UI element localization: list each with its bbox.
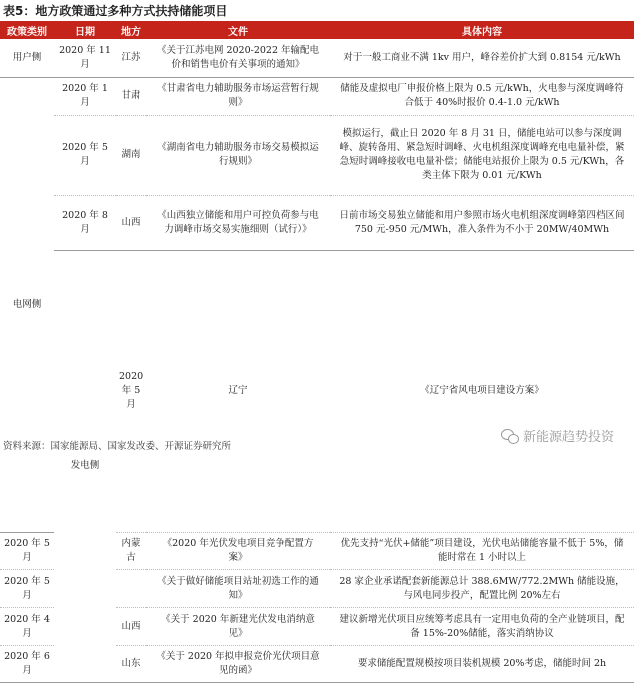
policy-table — [0, 21, 634, 683]
header-date: 日期 — [54, 21, 116, 39]
region-cell: 山东 — [116, 646, 146, 683]
content-cell: 28 家企业承诺配套新能源总计 388.6MW/772.2MWh 储能设施，与风电同步投产，配置比例 20%左右 — [330, 570, 634, 608]
region-cell: 辽宁 — [146, 250, 330, 533]
region-cell — [116, 570, 146, 608]
table-header-row — [0, 21, 634, 39]
table-row — [0, 39, 634, 77]
date-cell: 2020 年 8 月 — [54, 195, 116, 250]
content-cell: 对于一般工商业不满 1kv 用户，峰谷差价扩大到 0.8154 元/kWh — [330, 39, 634, 77]
wechat-logo-icon — [501, 428, 519, 444]
date-cell: 2020 年 5 月 — [0, 533, 54, 570]
region-cell: 内蒙古 — [116, 533, 146, 570]
header-document: 文件 — [146, 21, 330, 39]
table-row — [0, 115, 634, 195]
date-cell: 2020 年 6 月 — [0, 646, 54, 683]
category-cell: 电网侧 — [0, 77, 54, 533]
region-cell: 湖南 — [116, 115, 146, 195]
category-cell: 发电侧 — [54, 250, 116, 683]
source-note: 资料来源：国家能源局、国家发改委、开源证券研究所 — [3, 441, 232, 452]
content-cell: 要求储能配置规模按项目装机规模 20%考虑，储能时间 2h — [330, 646, 634, 683]
date-cell: 2020 年 5 月 — [54, 115, 116, 195]
document-cell: 《关于江苏电网 2020-2022 年输配电价和销售电价有关事项的通知》 — [146, 39, 330, 77]
region-cell: 山西 — [116, 608, 146, 646]
table-title: 表5：地方政策通过多种方式扶持储能项目 — [3, 4, 228, 18]
document-cell: 《湖南省电力辅助服务市场交易模拟运行规则》 — [146, 115, 330, 195]
document-cell: 《关于 2020 年拟申报竞价光伏项目意见的函》 — [146, 646, 330, 683]
table-row — [0, 250, 634, 533]
date-cell: 2020 年 4 月 — [0, 608, 54, 646]
header-region: 地方 — [116, 21, 146, 39]
table-row — [0, 195, 634, 250]
region-cell: 山西 — [116, 195, 146, 250]
content-cell: 建议新增光伏项目应统筹考虑具有一定用电负荷的全产业链项目，配备 15%-20%储能，落实消纳协议 — [330, 608, 634, 646]
date-cell: 2020 年 5 月 — [0, 570, 54, 608]
content-cell: 优先支持“光伏+储能”项目建设，光伏电站储能容量不低于 5%，储能时常在 1 小时以上 — [330, 533, 634, 570]
watermark-text: 新能源趋势投资 — [522, 430, 614, 445]
table-row — [0, 77, 634, 115]
watermark — [501, 426, 614, 445]
document-cell: 《甘肃省电力辅助服务市场运营暂行规则》 — [146, 77, 330, 115]
date-cell: 2020 年 1 月 — [54, 77, 116, 115]
content-cell: 储能及虚拟电厂申报价格上限为 0.5 元/kWh，火电参与深度调峰符合低于 40%时报价 0.4-1.0 元/kWh — [330, 77, 634, 115]
content-cell: 日前市场交易独立储能和用户参照市场火电机组深度调峰第四档区间 750 元-950 元/MWh，准入条件为不小于 20MW/40MWh — [330, 195, 634, 250]
region-cell: 甘肃 — [116, 77, 146, 115]
region-cell: 江苏 — [116, 39, 146, 77]
date-cell: 2020 年 11 月 — [54, 39, 116, 77]
document-cell: 《关于做好储能项目站址初选工作的通知》 — [146, 570, 330, 608]
document-cell: 《关于 2020 年新建光伏发电消纳意见》 — [146, 608, 330, 646]
header-category: 政策类别 — [0, 21, 54, 39]
category-cell: 用户侧 — [0, 39, 54, 77]
document-cell: 《2020 年光伏发电项目竞争配置方案》 — [146, 533, 330, 570]
document-cell: 《辽宁省风电项目建设方案》 — [330, 250, 634, 533]
document-cell: 《山西独立储能和用户可控负荷参与电力调峰市场交易实施细则（试行）》 — [146, 195, 330, 250]
header-content: 具体内容 — [330, 21, 634, 39]
date-cell: 2020 年 5 月 — [116, 250, 146, 533]
content-cell: 模拟运行，截止日 2020 年 8 月 31 日，储能电站可以参与深度调峰、旋转备用、紧急短时调峰、火电机组深度调峰充电电量补偿，紧急短时调峰接收电电量补偿；储能电站报价上限为 0.5 元/KWh，各类主体下限为 0.01 元/KWh — [330, 115, 634, 195]
